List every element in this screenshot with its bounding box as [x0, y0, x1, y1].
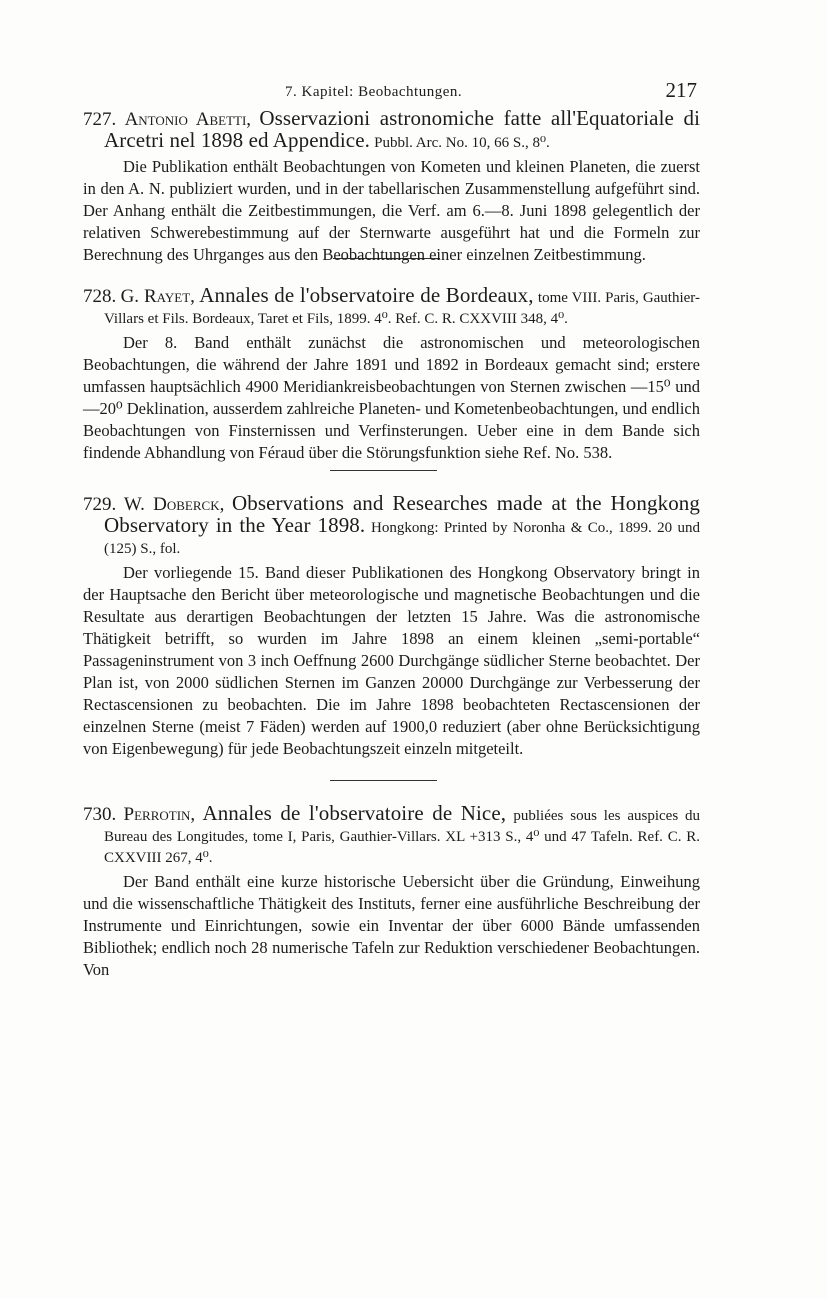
- entry-author: W. Doberck,: [123, 494, 225, 515]
- entry-729: [83, 493, 700, 781]
- entry-title: Observations and Researches made at the Hongkong Observatory in the Year 1898.: [104, 491, 700, 537]
- page: [83, 78, 700, 981]
- entry-author: Antonio Abetti,: [124, 109, 252, 130]
- entry-body: Der vorliegende 15. Band dieser Publikationen des Hongkong Observatory bringt in der Hauptsache den Bericht über meteorologische und magnetische Beobachtungen und die Resultate aus derartigen Beobachtungen der letzten 15 Jahre. Was die astronomische Thätigkeit betrifft, so wurden im Jahre 1898 an einem kleinen „semi-portable“ Passageninstrument von 3 inch Oeffnung 2600 Durchgänge südlicher Sterne beobachtet. Der Plan ist, von 2000 südlichen Sternen im Ganzen 20000 Durchgänge zur Verbesserung der Rectascensionen zu beobachten. Die im Jahre 1898 beobachteten Rectascensionen der einzelnen Sterne (meist 7 Fäden) werden auf 1900,0 reduziert (aber ohne Berücksichtigung von Eigenbewegung) für jede Beobachtungszeit einzeln mitgeteilt.: [83, 563, 700, 758]
- page-number: 217: [665, 78, 697, 102]
- entry-body: Die Publikation enthält Beobachtungen von Kometen und kleinen Planeten, die zuerst in den A. N. publiziert wurden, und in der tabellarischen Zusammenstellung aufgeführt sind. Der Anhang enthält die Zeitbestimmungen, die Verf. am 6.—8. Juni 1898 gelegentlich der relativen Schwerebestimmung auf der Sternwarte ausgeführt hat und die Formeln zur Berechnung des Uhrganges aus den Beobachtungen einer einzelnen Zeitbestimmung.: [83, 157, 700, 264]
- entry-title: Osservazioni astronomiche fatte all'Equatoriale di Arcetri nel 1898 ed Appendice.: [104, 106, 701, 152]
- entry-730: [83, 803, 700, 981]
- entry-title: Annales de l'observatoire de Nice,: [202, 801, 507, 825]
- entry-heading: [83, 803, 700, 868]
- separator-rule: [330, 470, 437, 471]
- entry-heading: [83, 493, 700, 559]
- entry-author: Perrotin,: [123, 804, 196, 825]
- entry-heading: [83, 285, 700, 329]
- entry-body: Der 8. Band enthält zunächst die astronomischen und meteorologischen Beobachtungen, die während der Jahre 1891 und 1892 in Bordeaux gemacht sind; erstere umfassen hauptsächlich 4900 Meridiankreisbeobachtungen von Sternen zwischen —15⁰ und —20⁰ Deklination, ausserdem zahlreiche Planeten- und Kometenbeobachtungen, und endlich Beobachtungen von Finsternissen und Verfinsterungen. Ueber eine in dem Bande sich findende Abhandlung von Féraud über die Störungsfunktion siehe Ref. No. 538.: [83, 333, 700, 462]
- entry-publication: Pubbl. Arc. No. 10, 66 S., 8⁰.: [374, 135, 550, 151]
- entry-heading: [83, 108, 700, 153]
- entry-publication: tome VIII. Paris, Gauthier-Villars et Fils. Bordeaux, Taret et Fils, 1899. 4⁰. Ref. C. R. CXXVIII 348, 4⁰.: [104, 290, 700, 327]
- entry-number: 727.: [83, 109, 117, 130]
- running-title: 7. Kapitel: Beobachtungen.: [285, 84, 463, 100]
- entry-number: 730.: [83, 804, 117, 825]
- separator-rule: [330, 780, 437, 781]
- entry-publication: publiées sous les auspices du Bureau des Longitudes, tome I, Paris, Gauthier-Villars. XL +313 S., 4⁰ und 47 Tafeln. Ref. C. R. CXXVIII 267, 4⁰.: [104, 808, 701, 866]
- entry-number: 728.: [83, 286, 117, 307]
- entry-body: Der Band enthält eine kurze historische Uebersicht über die Gründung, Einweihung und die wissenschaftliche Thätigkeit des Instituts, ferner eine ausführliche Beschreibung der Instrumente und Einrichtungen, sowie ein Inventar der über 6000 Bände umfassenden Bibliothek; endlich noch 28 numerische Tafeln zur Reduktion verschiedener Beobachtungen. Von: [83, 872, 700, 979]
- entry-author: G. Rayet,: [120, 286, 195, 307]
- entry-title: Annales de l'observatoire de Bordeaux,: [199, 283, 534, 307]
- entry-728: [83, 285, 700, 471]
- entry-727: [83, 106, 701, 264]
- entry-publication: Hongkong: Printed by Noronha & Co., 1899. 20 und (125) S., fol.: [104, 520, 701, 557]
- entry-number: 729.: [83, 494, 117, 515]
- page-header: [83, 78, 700, 106]
